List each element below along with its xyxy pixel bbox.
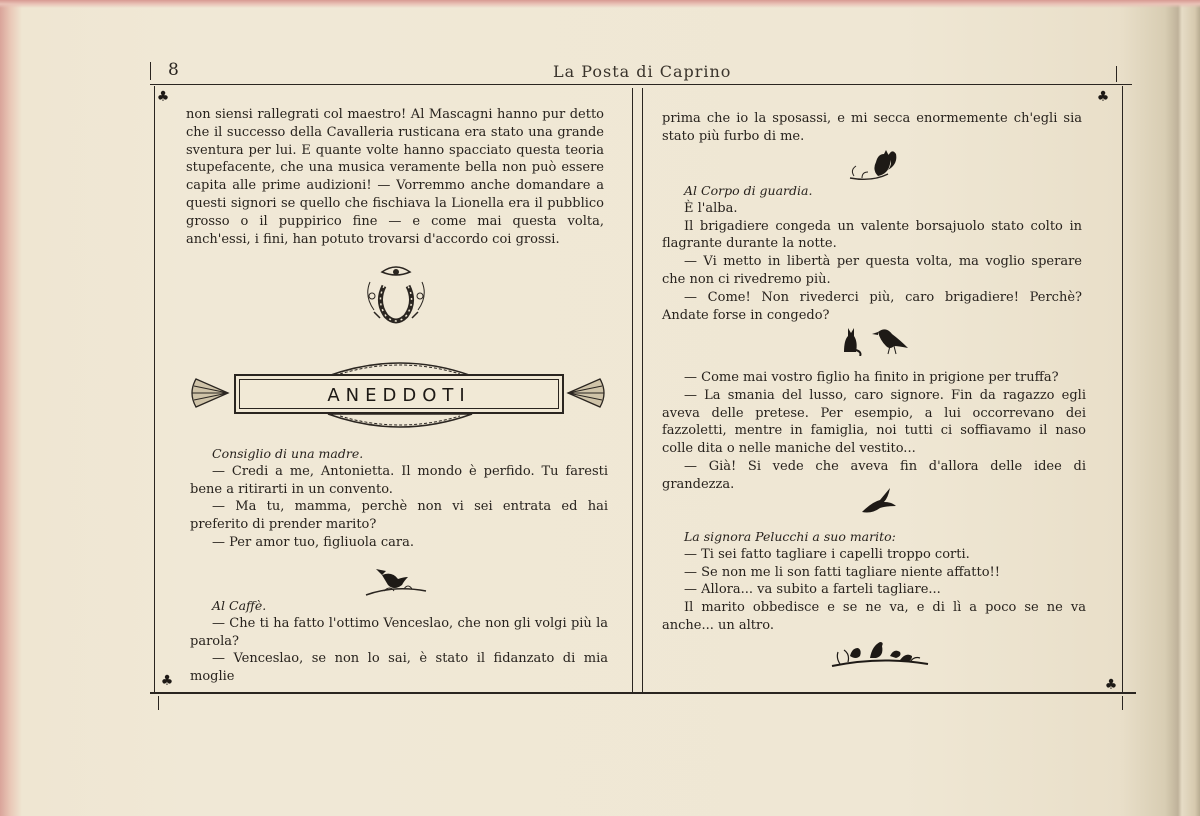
anecdote-line: — Ti sei fatto tagliare i capelli troppo corti.: [684, 546, 970, 562]
anecdote-line: — Per amor tuo, figliuola cara.: [212, 534, 414, 550]
anecdote-line: — Che ti ha fatto l'ottimo Venceslao, che non gli volgi più la parola?: [190, 615, 608, 649]
anecdote-line: — Ma tu, mamma, perchè non vi sei entrata ed hai preferito di prender marito?: [190, 499, 608, 533]
anecdote-line: Il brigadiere congeda un valente borsajuolo stato colto in flagrante durante la notte.: [662, 218, 1082, 252]
flying-bird-icon: [858, 486, 898, 516]
footer-tick-right: [1122, 696, 1123, 710]
anecdote-caffe: [190, 597, 608, 686]
anecdote-pelucchi: [662, 528, 1086, 635]
header-tick-right: [1116, 66, 1117, 82]
continuation-paragraph: non siensi rallegrati col maestro! Al Mascagni hanno pur detto che il successo della Cavalleria rusticana era stato una grande sventura per lui. E quante volte hanno spacciato questa teoria stupefacente, che una musica veramente bella non può essere capita alle prime audizioni! — Vorremmo anche domandare a questi signori se quello che fischiava la Lionella era il pubblico grosso o il puppirico fine — e come mai questa volta, anch'essi, i fini, han potuto trovarsi d'accordo coi grossi.: [186, 107, 604, 247]
aneddoti-banner: [190, 354, 610, 436]
anecdote-line: — Vi metto in libertà per questa volta, ma voglio sperare che non ci rivedremo più.: [662, 254, 1082, 287]
anecdote-line: — Come! Non rivederci più, caro brigadiere! Perchè? Andate forse in congedo?: [662, 289, 1082, 323]
page-number: 8: [168, 60, 179, 80]
clover-corner-icon: ♣: [156, 89, 170, 105]
clover-corner-icon: ♣: [1104, 677, 1118, 693]
left-continuation-text: [186, 106, 604, 248]
anecdote-line: — Venceslao, se non lo sai, è stato il fidanzato di mia moglie: [190, 651, 608, 685]
column-divider-2: [642, 88, 643, 692]
anecdote-heading: Al Caffè.: [212, 598, 267, 613]
shell-ornament-icon: [566, 376, 606, 410]
right-border: [1122, 86, 1123, 692]
clover-corner-icon: ♣: [160, 673, 174, 689]
left-border: [154, 86, 155, 694]
horseshoe-ornament-icon: [362, 262, 430, 332]
banner-frame: [234, 374, 564, 414]
bird-on-branch-icon: [364, 565, 428, 601]
header-tick-left: [150, 62, 151, 80]
footer-tick-left: [158, 696, 159, 710]
birds-on-branch-icon: [830, 634, 930, 670]
anecdote-line: — La smania del lusso, caro signore. Fin da ragazzo egli aveva delle pretese. Per esempio, a lui occorrevano dei fazzoletti, mentre in famiglia, noi tutti ci soffiavamo il naso colle dita o nelle maniche del vestito...: [662, 387, 1086, 457]
page-top-edge: [0, 0, 1200, 8]
shell-ornament-icon: [190, 376, 230, 410]
anecdote-line: — Già! Si vede che aveva fin d'allora delle idee di grandezza.: [662, 458, 1086, 492]
top-rule: [150, 84, 1132, 85]
anecdote-line: — Allora... va subito a farteli tagliare...: [684, 582, 941, 598]
continuation-paragraph: prima che io la sposassi, e mi secca enormemente ch'egli sia stato più furbo di me.: [662, 111, 1082, 144]
section-title: ANEDDOTI: [327, 385, 471, 406]
page-title: La Posta di Caprino: [553, 62, 732, 81]
anecdote-line: — Se non me li son fatti tagliare niente affatto!!: [684, 564, 1000, 580]
anecdote-truffa: [662, 369, 1086, 494]
anecdote-heading: Al Corpo di guardia.: [684, 183, 813, 198]
anecdote-line: — Come mai vostro figlio ha finito in prigione per truffa?: [684, 370, 1059, 385]
clover-corner-icon: ♣: [1096, 89, 1110, 105]
anecdote-line: È l'alba.: [684, 200, 738, 216]
anecdote-line: — Credi a me, Antonietta. Il mondo è perfido. Tu faresti bene a ritirarti in un convento.: [190, 463, 608, 497]
anecdote-consiglio: [190, 445, 608, 552]
cat-and-crow-icon: [840, 324, 910, 356]
anecdote-line: Il marito obbedisce e se ne va, e di lì a poco se ne va anche... un altro.: [662, 600, 1086, 633]
bottom-rule: [150, 692, 1136, 694]
right-continuation-text: [662, 110, 1082, 146]
anecdote-heading: La signora Pelucchi a suo marito:: [684, 529, 896, 544]
column-divider-1: [632, 88, 633, 692]
squirrel-icon: [848, 148, 900, 184]
anecdote-corpo-di-guardia: [662, 182, 1082, 324]
banner-bottom-arch: [326, 412, 474, 434]
anecdote-heading: Consiglio di una madre.: [212, 446, 364, 461]
